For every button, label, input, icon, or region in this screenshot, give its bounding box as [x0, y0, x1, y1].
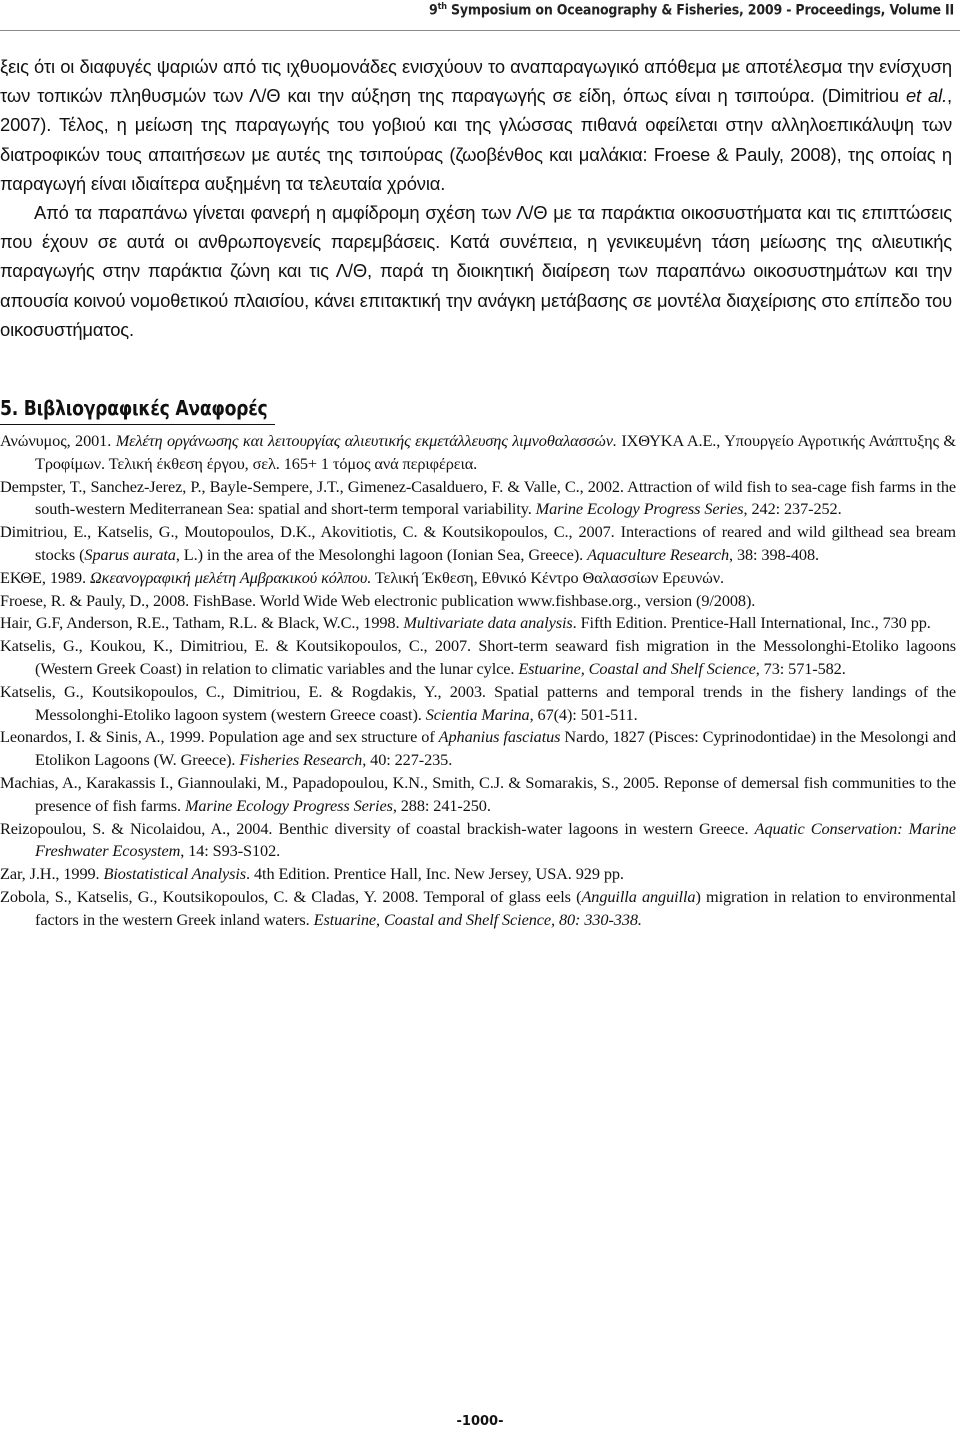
running-head — [429, 2, 954, 19]
reference-part-a: Katselis, G., Koukou, K., Dimitriou, E. & Koutsikopoulos, C., 2007. Short-term seaward fish migration in the Messolonghi-Etoliko lagoons (Western Greek Coast) in relation to climatic variables and the lunar cylce. — [0, 636, 956, 678]
reference-part-b: Sparus aurata — [84, 544, 176, 564]
reference-part-a: ΕΚΘΕ, 1989. — [0, 567, 90, 587]
references-list — [0, 430, 956, 932]
reference-part-c: , L.) in the area of the Mesolonghi lagoon (Ionian Sea, Greece). — [175, 544, 588, 564]
reference-part-c: ΙΧΘΥΚΑ Α.Ε., Υπουργείο Αγροτικής Ανάπτυξης & Τροφίμων. Τελική έκθεση έργου, σελ. 165+ 1 τόμος ανά περιφέρεια. — [35, 431, 956, 473]
reference-part-c: , 288: 241-250. — [392, 795, 491, 815]
reference-part-b: Biostatistical Analysis — [103, 864, 247, 884]
reference-part-a: Froese, R. & Pauly, D., 2008. FishBase. World Wide Web electronic publication www.fishbase.org., version (9/2008). — [0, 590, 756, 610]
reference-item — [0, 863, 956, 886]
reference-part-b: Μελέτη οργάνωσης και λειτουργίας αλιευτικής εκμετάλλευσης λιμνοθαλασσών. — [115, 431, 617, 450]
reference-part-a: Zobola, S., Katselis, G., Koutsikopoulos, C. & Cladas, Y. 2008. Temporal of glass eels ( — [0, 886, 582, 906]
reference-part-a: Hair, G.F, Anderson, R.E., Tatham, R.L. & Black, W.C., 1998. — [0, 613, 404, 633]
reference-item — [0, 726, 956, 772]
body-text — [0, 52, 952, 344]
reference-item — [0, 590, 956, 613]
reference-part-a: Dimitriou, E., Katselis, G., Moutopoulos, D.K., Akovitiotis, C. & Koutsikopoulos, C., 2007. Interactions of reared and wild gilthead sea bream stocks ( — [0, 522, 956, 564]
reference-part-d: Estuarine, Coastal and Shelf Science, 80: 330-338. — [313, 909, 642, 929]
reference-part-b: Anguilla anguilla — [581, 886, 696, 906]
reference-item — [0, 430, 956, 476]
reference-part-b: Ωκεανογραφική μελέτη Αμβρακικού κόλπου. — [89, 567, 372, 587]
reference-part-d: Aquaculture Research — [587, 544, 730, 564]
paragraph-1-italic: et al. — [905, 85, 948, 107]
reference-part-b: Aquatic Conservation: Marine Freshwater Ecosystem — [35, 818, 957, 861]
paragraph-1-text-c: , 2007). Τέλος, η μείωση της παραγωγής του γοβιού και της γλώσσας πιθανά οφείλεται στην αλληλοεπικάλυψη των διατροφικών τους απαιτήσεων με αυτές της τσιπούρας (ζωοβένθος και μαλάκια: Froese & Pauly, 2008), της οποίας η παραγωγή είναι ιδιαίτερα αυξημένη τα τελευταία χρόνια. — [0, 85, 952, 194]
reference-part-b: Marine Ecology Progress Series — [184, 795, 393, 815]
reference-part-a: Katselis, G., Koutsikopoulos, C., Dimitriou, E. & Rogdakis, Y., 2003. Spatial patterns and temporal trends in the fishery landings of the Messolonghi-Etoliko lagoon system (western Greece coast). — [0, 681, 956, 724]
reference-part-c: Nardo, 1827 (Pisces: Cyprinodontidae) in the Mesolongi and Etolikon Lagoons (W. Greece). — [35, 727, 957, 770]
header-rule — [0, 30, 960, 31]
reference-item — [0, 681, 956, 727]
paragraph-2: Από τα παραπάνω γίνεται φανερή η αμφίδρομη σχέση των Λ/Θ με τα παράκτια οικοσυστήματα και τις επιπτώσεις που έχουν σε αυτά οι ανθρωπογενείς παρεμβάσεις. Κατά συνέπεια, η γενικευμένη τάση μείωσης της αλιευτικής παραγωγής στην παράκτια ζώνη και τις Λ/Θ, παρά τη διοικητική διαίρεση των παραπάνω οικοσυστημάτων και την απουσία κοινού νομοθετικού πλαισίου, κάνει επιτακτική την ανάγκη μετάβασης σε μοντέλα διαχείρισης στο επίπεδο του οικοσυστήματος. — [0, 202, 952, 340]
section-heading-text: 5. Βιβλιογραφικές Αναφορές — [0, 396, 268, 420]
reference-part-a: Reizopoulou, S. & Nicolaidou, A., 2004. Benthic diversity of coastal brackish-water lagoons in western Greece. — [0, 818, 755, 838]
section-heading-rule — [0, 424, 275, 425]
reference-part-a: Dempster, T., Sanchez-Jerez, P., Bayle-Sempere, J.T., Gimenez-Casalduero, F. & Valle, C., 2002. Attraction of wild fish to sea-cage fish farms in the south-western Mediterranean Sea: spatial and short-term temporal variability. — [0, 476, 956, 519]
reference-item — [0, 612, 956, 635]
reference-item — [0, 818, 956, 864]
reference-part-c: , 73: 571-582. — [755, 658, 846, 678]
reference-part-c: . 4th Edition. Prentice Hall, Inc. New Jersey, USA. 929 pp. — [246, 864, 624, 884]
reference-item — [0, 521, 956, 567]
reference-part-a: Ανώνυμος, 2001. — [0, 431, 116, 450]
reference-part-c: , 67(4): 501-511. — [529, 704, 638, 724]
page-number: -1000- — [456, 1414, 504, 1429]
reference-item — [0, 886, 956, 932]
reference-item — [0, 635, 956, 681]
reference-part-b: Estuarine, Coastal and Shelf Science — [518, 658, 756, 678]
reference-item — [0, 476, 956, 522]
paragraph-1-text-a: ξεις ότι οι διαφυγές ψαριών από τις ιχθυομονάδες ενισχύουν το αναπαραγωγικό απόθεμα με αποτέλεσμα την ενίσχυση των τοπικών πληθυσμών των Λ/Θ και την αύξηση της παραγωγής σε είδη, όπως είναι η τσιπούρα. (Dimitriou — [0, 56, 952, 107]
reference-part-e: , 40: 227-235. — [362, 750, 453, 770]
section-heading — [0, 396, 311, 420]
running-head-title: Symposium on Oceanography & Fisheries, 2009 - Proceedings, Volume II — [446, 2, 954, 19]
reference-part-d: Fisheries Research — [239, 750, 363, 770]
reference-part-a: Machias, A., Karakassis I., Giannoulaki, M., Papadopoulou, K.N., Smith, C.J. & Somarakis, S., 2005. Reponse of demersal fish communities to the presence of fish farms. — [0, 772, 956, 815]
reference-part-a: Zar, J.H., 1999. — [0, 864, 104, 884]
reference-item — [0, 567, 956, 590]
reference-part-b: Marine Ecology Progress Series — [535, 499, 744, 519]
reference-part-b: Multivariate data analysis — [403, 613, 573, 633]
reference-part-b: Aphanius fasciatus — [438, 727, 561, 747]
reference-part-e: , 38: 398-408. — [729, 544, 819, 564]
reference-part-c: . Fifth Edition. Prentice-Hall International, Inc., 730 pp. — [572, 613, 931, 633]
running-head-number: 9 — [429, 2, 438, 19]
reference-part-c: , 14: S93-S102. — [180, 841, 281, 861]
running-head-ordinal: th — [437, 2, 447, 12]
reference-part-b: Scientia Marina — [425, 704, 530, 724]
reference-part-c: Τελική Έκθεση, Εθνικό Κέντρο Θαλασσίων Ερευνών. — [371, 567, 724, 587]
reference-part-a: Leonardos, I. & Sinis, A., 1999. Population age and sex structure of — [0, 727, 439, 747]
reference-item — [0, 772, 956, 818]
reference-part-c: ) migration in relation to environmental factors in the western Greek inland waters. — [35, 886, 956, 929]
paragraph-1 — [0, 52, 952, 198]
reference-part-c: , 242: 237-252. — [743, 499, 842, 519]
